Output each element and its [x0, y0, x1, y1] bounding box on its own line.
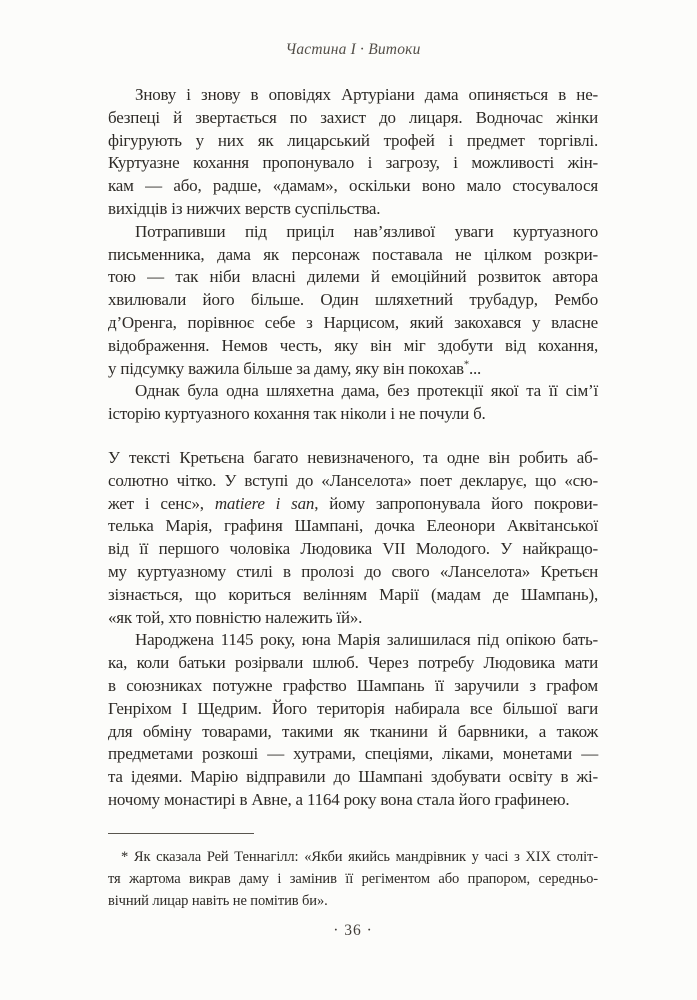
- text-segment: в союзниках потужне графство Шампань її заручили з графом: [108, 675, 598, 695]
- text-line: [108, 584, 598, 607]
- body-text: [108, 84, 598, 812]
- page-number: · 36 ·: [333, 922, 373, 939]
- text-segment: Народжена 1145 року, юна Марія залишилася під опікою бать-: [135, 630, 598, 650]
- text-segment: хвилювали його більше. Один шляхетний трубадур, Рембо: [108, 290, 598, 310]
- text-segment: письменника, дама як персонаж поставала не цілком розкри-: [108, 244, 598, 264]
- paragraph: [108, 84, 598, 221]
- text-line: [108, 84, 598, 107]
- text-line: [108, 175, 598, 198]
- text-line: [108, 493, 598, 516]
- text-segment: солютно чітко. У вступі до «Ланселота» поет декларує, що «сю-: [108, 470, 598, 490]
- text-line: [108, 868, 598, 890]
- text-segment: кам — або, радше, «дамам», оскільки воно мало стосувалося: [108, 176, 598, 196]
- page-content: [108, 84, 598, 912]
- text-line: [108, 846, 598, 868]
- text-line: [108, 890, 598, 912]
- text-line: [108, 743, 598, 766]
- text-segment: вихідців із нижчих верств суспільства.: [108, 198, 381, 218]
- text-segment: Знову і знову в оповідях Артуріани дама опиняється в не-: [135, 85, 598, 104]
- text-segment: , йому запропонувала його покрови-: [314, 493, 598, 513]
- text-segment: тя жартома викрав даму і замінив її регіментом або прапором, середньо-: [108, 870, 598, 887]
- text-segment: * Як сказала Рей Теннагілл: «Якби якийсь мандрівник у часі з XIX століт-: [121, 848, 598, 865]
- text-line: [108, 198, 598, 221]
- text-line: [108, 607, 598, 630]
- text-segment: телька Марія, графиня Шампані, дочка Елеонори Аквітанської: [108, 516, 598, 536]
- footnote: [108, 846, 598, 912]
- text-segment: фігурують у них як лицарський трофей і предмет торгівлі.: [108, 130, 598, 150]
- text-line: [108, 515, 598, 538]
- text-line: [108, 721, 598, 744]
- text-segment: та ідеями. Марію відправили до Шампані здобувати освіту в жі-: [108, 767, 598, 787]
- text-line: [108, 335, 598, 358]
- text-line: [108, 652, 598, 675]
- paragraph: [108, 447, 598, 629]
- text-line: [108, 561, 598, 584]
- text-segment: Куртуазне кохання пропонувало і загрозу, і можливості жін-: [108, 153, 598, 173]
- text-segment: д’Оренга, порівнює себе з Нарцисом, який закохався у власне: [108, 312, 598, 332]
- text-segment: від її першого чоловіка Людовика VII Молодого. У найкращо-: [108, 539, 598, 559]
- text-line: [108, 629, 598, 652]
- text-line: [108, 130, 598, 153]
- text-segment: «як той, хто повністю належить їй».: [108, 607, 363, 627]
- text-segment: ...: [468, 358, 482, 378]
- text-segment: вічний лицар навіть не помітив би».: [108, 892, 328, 909]
- text-segment: тою — так ніби власні дилеми й емоційний розвиток автора: [108, 267, 598, 287]
- text-segment: відображення. Немов честь, яку він міг здобути від кохання,: [108, 335, 598, 355]
- text-line: [108, 244, 598, 267]
- paragraph: [108, 629, 598, 811]
- text-segment: Генріхом I Щедрим. Його територія набирала все більшої ваги: [108, 698, 598, 718]
- text-segment: Однак була одна шляхетна дама, без протекції якої та її сім’ї: [135, 381, 598, 401]
- text-segment: жет і сенс»,: [108, 493, 215, 513]
- text-line: [108, 470, 598, 493]
- text-line: [108, 266, 598, 289]
- text-line: [108, 152, 598, 175]
- italic-phrase: matiere i san: [214, 493, 315, 513]
- text-segment: ка, коли батьки розірвали шлюб. Через потребу Людовика мати: [108, 653, 598, 673]
- text-segment: У тексті Кретьєна багато невизначеного, та одне він робить аб-: [108, 447, 598, 467]
- text-line: [108, 698, 598, 721]
- text-line: [108, 766, 598, 789]
- text-segment: безпеці й звертається по захист до лицаря. Водночас жінки: [108, 107, 598, 127]
- text-line: [108, 312, 598, 335]
- text-line: [108, 289, 598, 312]
- text-line: [108, 538, 598, 561]
- running-head: Частина I · Витоки: [285, 41, 421, 58]
- text-line: [108, 221, 598, 244]
- text-line: [108, 358, 598, 381]
- text-segment: ночому монастирі в Авне, а 1164 року вона стала його графинею.: [108, 789, 570, 809]
- text-line: [108, 107, 598, 130]
- text-line: [108, 447, 598, 470]
- paragraph: [108, 221, 598, 381]
- text-segment: історію куртуазного кохання так ніколи і не почули б.: [108, 404, 486, 424]
- text-segment: му куртуазному стилі в пролозі до свого «Ланселота» Кретьєн: [108, 561, 598, 581]
- footnote-marker: *: [463, 358, 469, 370]
- text-line: [108, 403, 598, 426]
- text-line: [108, 789, 598, 812]
- text-segment: Потрапивши під приціл нав’язливої уваги куртуазного: [135, 221, 598, 241]
- text-segment: предметами розкоші — хутрами, спеціями, ліками, монетами —: [108, 744, 598, 764]
- text-segment: зізнається, що кориться велінням Марії (мадам де Шампань),: [108, 584, 598, 604]
- text-segment: у підсумку важила більше за даму, яку він покохав: [108, 358, 464, 378]
- text-segment: для обміну товарами, такими як тканини й барвники, а також: [108, 721, 598, 741]
- text-line: [108, 380, 598, 403]
- paragraph: [108, 380, 598, 426]
- footnote-divider: [108, 833, 254, 834]
- text-line: [108, 675, 598, 698]
